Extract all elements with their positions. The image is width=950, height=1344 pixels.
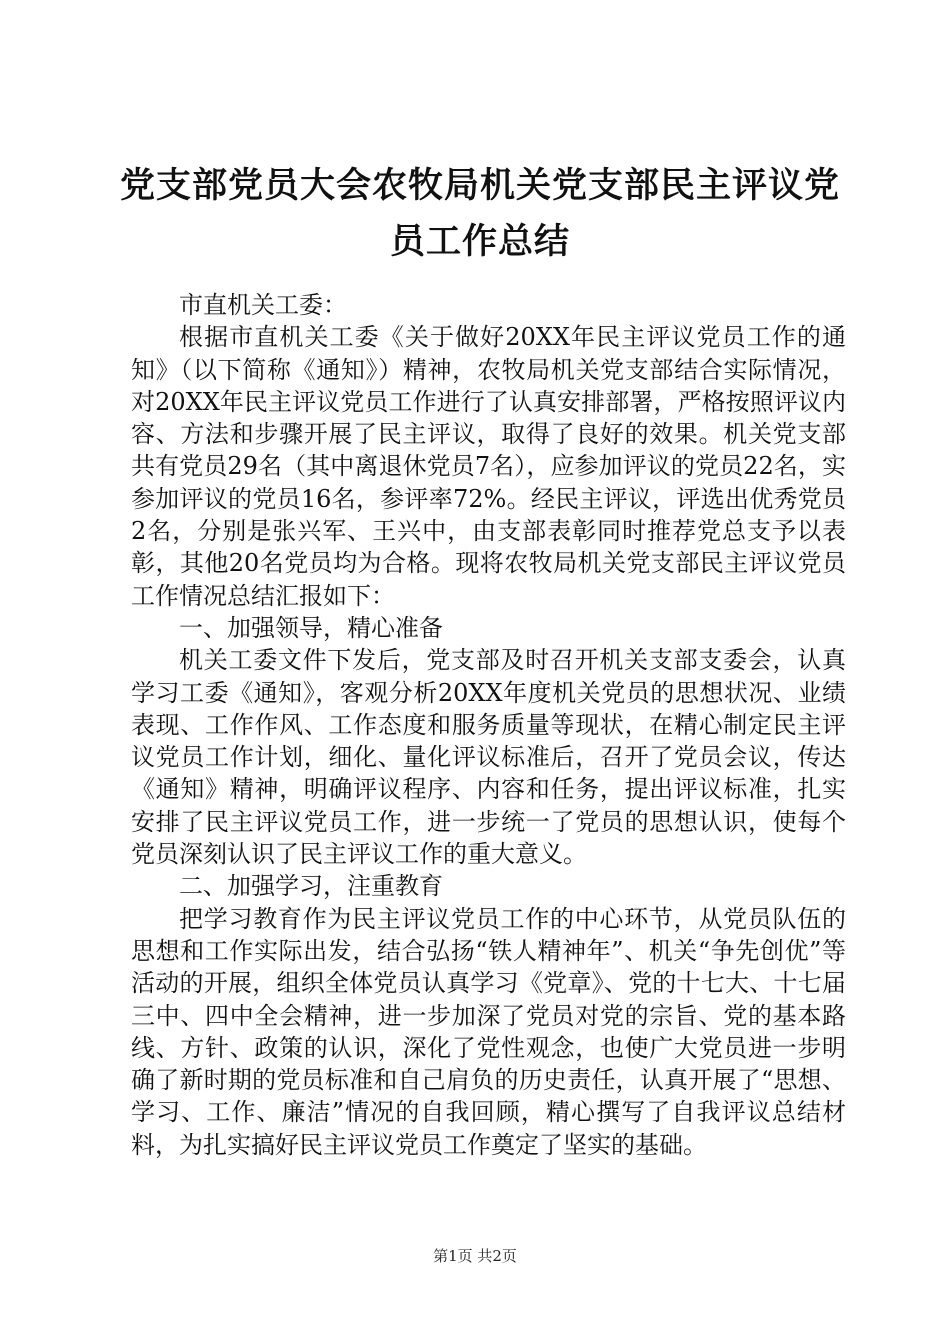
section-heading-1: 一、加强领导，精心准备 xyxy=(179,613,443,642)
paragraph-section-2: 把学习教育作为民主评议党员工作的中心环节，从党员队伍的思想和工作实际出发，结合弘扬“铁人精神年”、机关“争先创优”等活动的开展，组织全体党员认真学习《党章》、党的十七大、十七届三中、四中全会精神，进一步加深了党员对党的宗旨、党的基本路线、方针、政策的认识，深化了党性观念，也使广大党员进一步明确了新时期的党员标准和自己肩负的历史责任，认真开展了“思想、学习、工作、廉洁”情况的自我回顾，精心撰写了自我评议总结材料，为扎实搞好民主评议党员工作奠定了坚实的基础。 xyxy=(131,904,846,1159)
document-body xyxy=(131,289,846,1161)
page-number-footer: 第1页 共2页 xyxy=(433,1247,517,1265)
paragraph-section-1: 机关工委文件下发后，党支部及时召开机关支部支委会，认真学习工委《通知》，客观分析20XX年度机关党员的思想状况、业绩表现、工作作风、工作态度和服务质量等现状，在精心制定民主评议党员工作计划，细化、量化评议标准后，召开了党员会议，传达《通知》精神，明确评议程序、内容和任务，提出评议标准，扎实安排了民主评议党员工作，进一步统一了党员的思想认识，使每个党员深刻认识了民主评议工作的重大意义。 xyxy=(131,646,846,869)
paragraph-intro: 根据市直机关工委《关于做好20XX年民主评议党员工作的通知》（以下简称《通知》）精神，农牧局机关党支部结合实际情况，对20XX年民主评议党员工作进行了认真安排部署，严格按照评议内容、方法和步骤开展了民主评议，取得了良好的效果。机关党支部共有党员29名（其中离退休党员7名），应参加评议的党员22名，实参加评议的党员16名，参评率72%。经民主评议，评选出优秀党员2名，分别是张兴军、王兴中，由支部表彰同时推荐党总支予以表彰，其他20名党员均为合格。现将农牧局机关党支部民主评议党员工作情况总结汇报如下： xyxy=(131,323,846,610)
document-title: 党支部党员大会农牧局机关党支部民主评议党员工作总结 xyxy=(119,166,840,262)
salutation: 市直机关工委： xyxy=(179,291,347,319)
section-heading-2: 二、加强学习，注重教育 xyxy=(179,872,443,901)
